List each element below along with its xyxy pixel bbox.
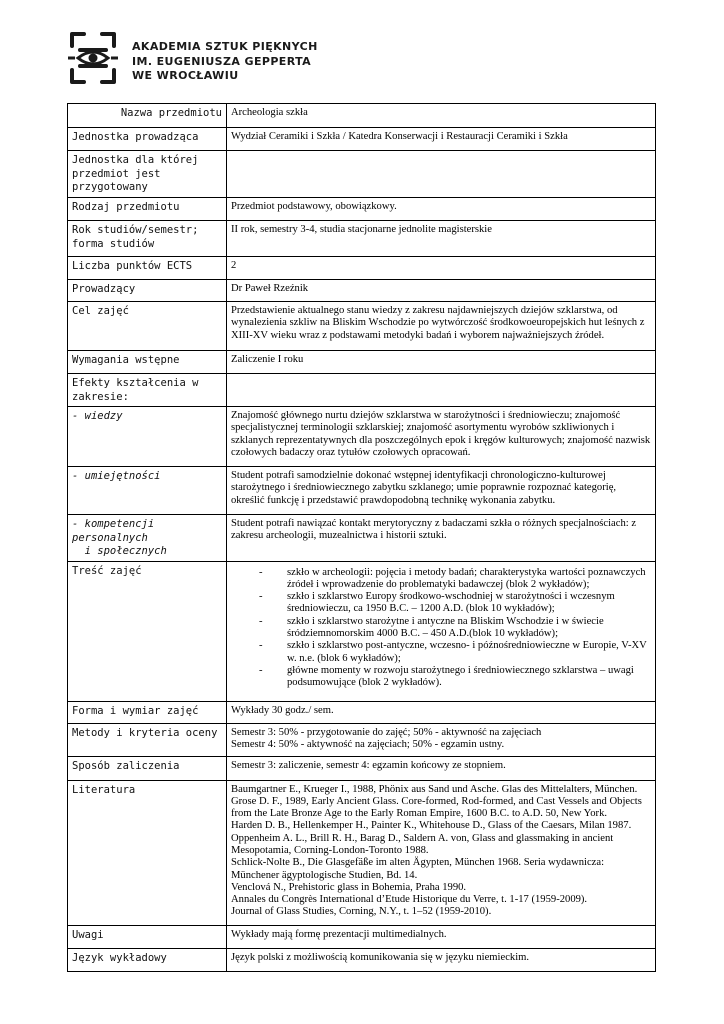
row-literatura: [68, 780, 656, 925]
label-kompetencje-line1: - kompetencji: [72, 518, 155, 530]
value-umiejetnosci: Student potrafi samodzielnie dokonać wstępnej identyfikacji chronologiczno-kulturowej starożytnego i średniowiecznego zabytku szklanego; umie poprawnie rozpoznać kategorię, określić funkcję i przedstawić prawdopodobną technikę wykonania zabytku.: [227, 467, 656, 515]
literature-item: Grose D. F., 1989, Early Ancient Glass. Core-formed, Rod-formed, and Cast Vessels and Objects from the Late Bronze Age to the Early Roman Empire, 1600 B.C. to A.D. 50, New York.: [231, 795, 642, 820]
row-wiedzy: [68, 407, 656, 467]
value-jednostka-dla: [227, 151, 656, 198]
syllabus-table: [67, 103, 656, 972]
value-efekty: [227, 374, 656, 407]
label-jednostka-dla: Jednostka dla której przedmiot jest przygotowany: [68, 151, 227, 198]
row-forma: [68, 701, 656, 723]
row-efekty: [68, 374, 656, 407]
academy-name-line2: IM. EUGENIUSZA GEPPERTA: [132, 54, 312, 68]
row-jednostka-dla: [68, 151, 656, 198]
literature-item: Annales du Congrès International d’Etude Historique du Verre, t. 1-17 (1959-2009).: [231, 894, 588, 906]
label-sposob: Sposób zaliczenia: [68, 756, 227, 780]
topic-item: - główne momenty w rozwoju starożytnego i średniowiecznego szklarstwa – uwagi podsumowujące (blok 2 wykładów).: [259, 665, 651, 690]
academy-logo: [66, 28, 318, 88]
row-cel: [68, 302, 656, 351]
value-nazwa: Archeologia szkła: [227, 104, 656, 128]
academy-name-line3: WE WROCŁAWIU: [132, 69, 239, 82]
value-jednostka: Wydział Ceramiki i Szkła / Katedra Konserwacji i Restauracji Ceramiki i Szkła: [227, 128, 656, 151]
topics-list: [231, 567, 651, 690]
literature-item: Baumgartner E., Krueger I., 1988, Phönix aus Sand und Asche. Glas des Mittelalters, München.: [231, 783, 638, 795]
row-kompetencje: [68, 515, 656, 562]
academy-emblem-icon: [66, 28, 120, 88]
value-metody: [227, 723, 656, 756]
literature-item: Oppenheim A. L., Brill R. H., Barag D., Saldern A. von, Glass and glassmaking in ancient Mesopotamia, Corning-London-Toronto 1988.: [231, 832, 614, 856]
value-rodzaj: Przedmiot podstawowy, obowiązkowy.: [227, 198, 656, 221]
label-efekty: Efekty kształcenia w zakresie:: [68, 374, 227, 407]
label-forma: Forma i wymiar zajęć: [68, 701, 227, 723]
row-sposob: [68, 756, 656, 780]
value-cel: Przedstawienie aktualnego stanu wiedzy z zakresu najdawniejszych dziejów szklarstwa, od wynalezienia szkliw na Bliskim Wschodzie po wytwórczość środkowoeuropejskich hut leśnych z XIII-XV wieku wraz z podstawami metodyki badań i wyborem najważniejszych źródeł.: [227, 302, 656, 351]
label-kompetencje-line3: i społecznych: [72, 545, 167, 557]
label-rodzaj: Rodzaj przedmiotu: [68, 198, 227, 221]
row-wymagania: [68, 351, 656, 374]
row-rok: [68, 221, 656, 257]
row-umiejetnosci: [68, 467, 656, 515]
label-metody: Metody i kryteria oceny: [68, 723, 227, 756]
academy-name-line1: AKADEMIA SZTUK PIĘKNYCH: [132, 40, 318, 53]
row-nazwa: [68, 104, 656, 128]
row-tresc: [68, 561, 656, 701]
value-wiedzy: Znajomość głównego nurtu dziejów szklarstwa w starożytności i średniowieczu; znajomość specjalistycznej terminologii szklarskiej; znajomość asortymentu wyrobów szkliwionych i szklanych reprezentatywnych dla poszczególnych epok i kręgów kulturowych; znajomość nazwisk czołowych badaczy oraz tytułów czołowych opracowań.: [227, 407, 656, 467]
topic-item: - szkło i szklarstwo Europy środkowo-wschodniej w starożytności i wczesnym średniowieczu, ca 1950 B.C. – 1200 A.D. (blok 10 wykładów);: [259, 591, 651, 616]
label-kompetencje: [68, 515, 227, 562]
label-prowadzacy: Prowadzący: [68, 280, 227, 302]
metody-line1: Semestr 3: 50% - przygotowanie do zajęć; 50% - aktywność na zajęciach: [231, 726, 542, 738]
label-rok: Rok studiów/semestr; forma studiów: [68, 221, 227, 257]
value-tresc: [227, 561, 656, 701]
label-wymagania: Wymagania wstępne: [68, 351, 227, 374]
value-wymagania: Zaliczenie I roku: [227, 351, 656, 374]
label-nazwa: Nazwa przedmiotu: [68, 104, 227, 128]
academy-name: [132, 40, 318, 84]
row-metody: [68, 723, 656, 756]
label-jezyk: Język wykładowy: [68, 948, 227, 971]
value-literatura: [227, 780, 656, 925]
topic-item: - szkło w archeologii: pojęcia i metody badań; charakterystyka wartości poznawczych źródeł i wprowadzenie do problematyki badawczej (blok 2 wykładów);: [259, 567, 651, 592]
topic-item: - szkło i szklarstwo starożytne i antyczne na Bliskim Wschodzie i w świecie śródziemnomorskim 4000 B.C. – 450 A.D.(blok 10 wykładów);: [259, 616, 651, 641]
value-sposob: Semestr 3: zaliczenie, semestr 4: egzamin końcowy ze stopniem.: [227, 756, 656, 780]
label-jednostka: Jednostka prowadząca: [68, 128, 227, 151]
row-prowadzacy: [68, 280, 656, 302]
label-cel: Cel zajęć: [68, 302, 227, 351]
label-literatura: Literatura: [68, 780, 227, 925]
label-kompetencje-line2: personalnych: [72, 531, 148, 544]
label-uwagi: Uwagi: [68, 925, 227, 948]
literature-item: Harden D. B., Hellenkemper H., Painter K., Whitehouse D., Glass of the Caesars, Milan 1987.: [231, 820, 632, 832]
label-wiedzy: - wiedzy: [68, 407, 227, 467]
metody-line2: Semestr 4: 50% - aktywność na zajęciach; 50% - egzamin ustny.: [231, 738, 505, 750]
value-kompetencje: Student potrafi nawiązać kontakt merytoryczny z badaczami szkła o różnych specjalnościach: z zakresu archeologii, muzealnictwa i historii sztuki.: [227, 515, 656, 562]
value-ects: 2: [227, 257, 656, 280]
value-rok: II rok, semestry 3-4, studia stacjonarne jednolite magisterskie: [227, 221, 656, 257]
label-ects: Liczba punktów ECTS: [68, 257, 227, 280]
value-prowadzacy: Dr Paweł Rzeźnik: [227, 280, 656, 302]
row-rodzaj: [68, 198, 656, 221]
label-tresc: Treść zajęć: [68, 561, 227, 701]
row-ects: [68, 257, 656, 280]
label-umiejetnosci: - umiejętności: [68, 467, 227, 515]
value-uwagi: Wykłady mają formę prezentacji multimedialnych.: [227, 925, 656, 948]
row-jednostka: [68, 128, 656, 151]
row-jezyk: [68, 948, 656, 971]
row-uwagi: [68, 925, 656, 948]
literature-item: Journal of Glass Studies, Corning, N.Y., t. 1–52 (1959-2010).: [231, 906, 492, 918]
literature-item: Schlick-Nolte B., Die Glasgefäße im alten Ägypten, München 1968. Seria wydawnicza: Münchener ägyptologische Studien, Bd. 14.: [231, 857, 605, 881]
literature-item: Venclová N., Prehistoric glass in Bohemia, Praha 1990.: [231, 881, 467, 893]
value-jezyk: Język polski z możliwością komunikowania się w języku niemieckim.: [227, 948, 656, 971]
topic-item: - szkło i szklarstwo post-antyczne, wczesno- i późnośredniowieczne w Europie, V-XV w. n.e. (blok 6 wykładów);: [259, 640, 651, 665]
value-forma: Wykłady 30 godz./ sem.: [227, 701, 656, 723]
